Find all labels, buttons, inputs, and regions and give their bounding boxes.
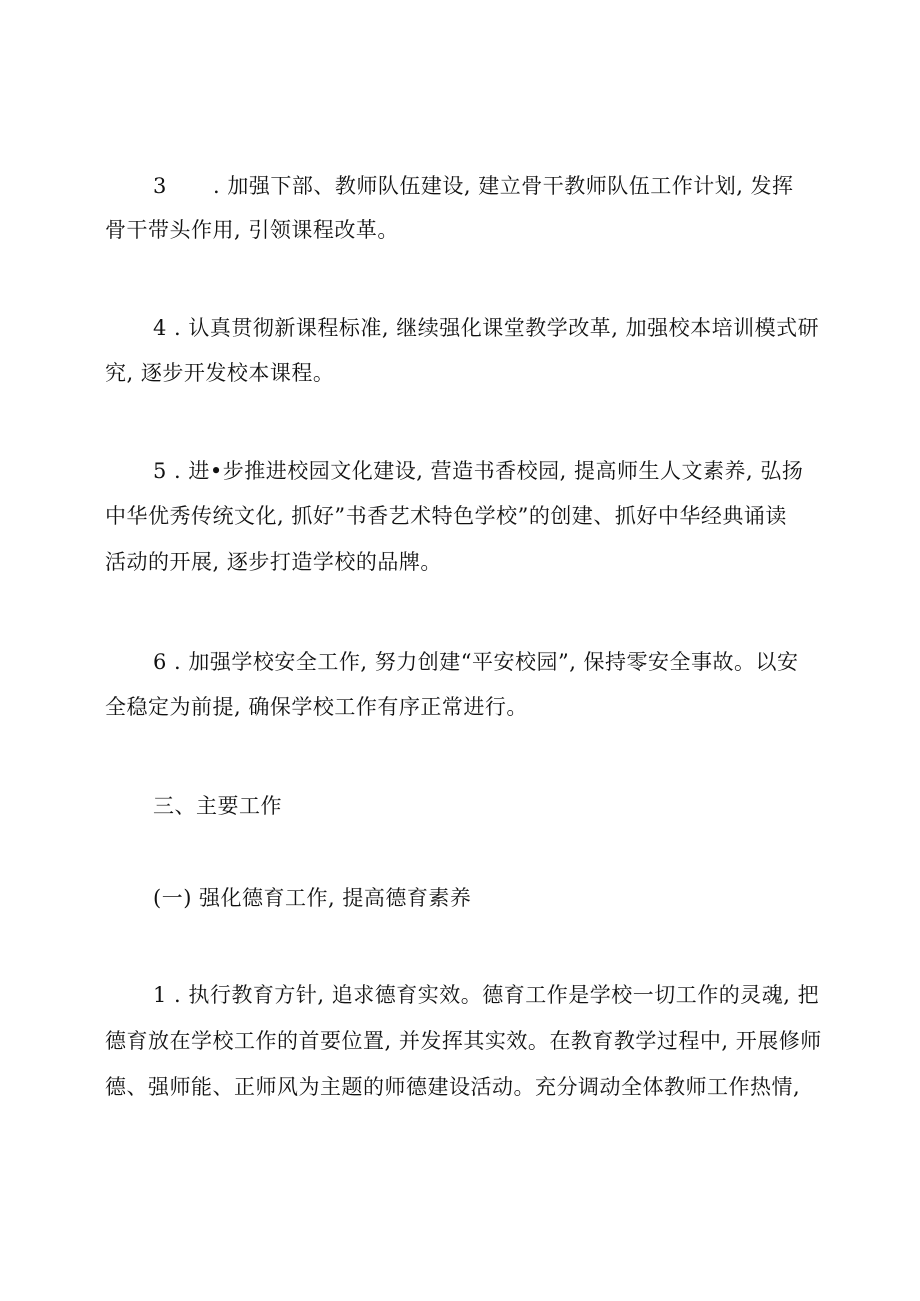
paragraph-5-line-2: 中华优秀传统文化, 抓好”书香艺术特色学校”的创建、抓好中华经典诵读: [105, 504, 787, 528]
paragraph-4-line-1: 4 . 认真贯彻新课程标准, 继续强化课堂教学改革, 加强校本培训模式研: [153, 316, 820, 340]
paragraph-6-line-2: 全稳定为前提, 确保学校工作有序正常进行。: [105, 695, 528, 719]
paragraph-1-line-2: 德育放在学校工作的首要位置, 并发挥其实效。在教育教学过程中, 开展修师: [105, 1029, 822, 1053]
paragraph-5-line-1: 5 . 进•步推进校园文化建设, 营造书香校园, 提高师生人文素养, 弘扬: [153, 459, 804, 483]
paragraph-3-line-1: . 加强下部、教师队伍建设, 建立骨干教师队伍工作计划, 发挥: [213, 174, 794, 198]
paragraph-1-line-1: 1 . 执行教育方针, 追求德育实效。德育工作是学校一切工作的灵魂, 把: [153, 983, 820, 1007]
paragraph-5-line-3: 活动的开展, 逐步打造学校的品牌。: [105, 550, 442, 574]
paragraph-6-line-1: 6 . 加强学校安全工作, 努力创建“平安校园”, 保持零安全事故。以安: [153, 650, 799, 674]
paragraph-4-line-2: 究, 逐步开发校本课程。: [105, 361, 335, 385]
paragraph-3-line-2: 骨干带头作用, 引领课程改革。: [105, 218, 399, 242]
section-heading: 三、主要工作: [153, 794, 282, 818]
paragraph-1-line-3: 德、强师能、正师风为主题的师德建设活动。充分调动全体教师工作热情,: [105, 1075, 801, 1099]
subsection-heading: (一) 强化德育工作, 提高德育素养: [153, 886, 472, 910]
paragraph-3-number: 3: [153, 174, 167, 198]
